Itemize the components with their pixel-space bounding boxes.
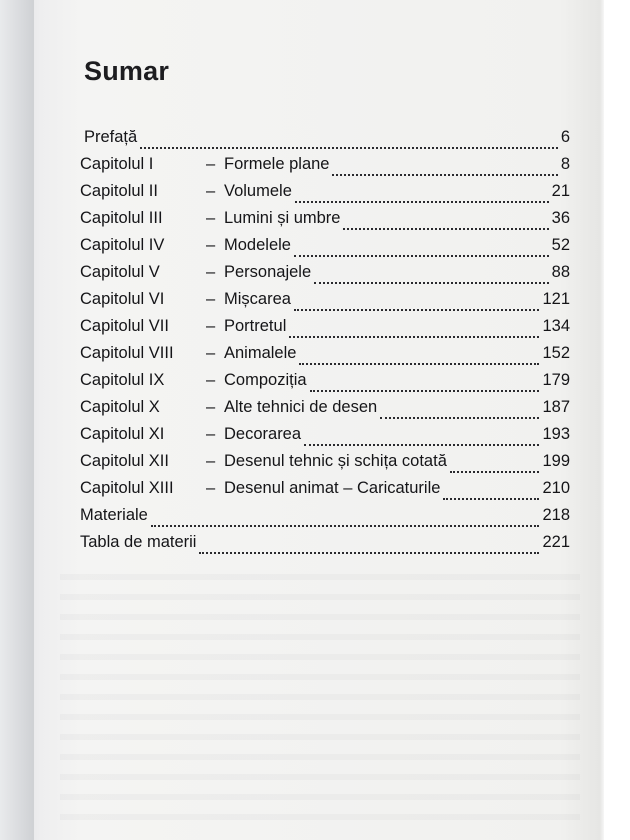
toc-leader xyxy=(443,496,539,500)
toc-row-chapter-8 xyxy=(80,344,570,370)
toc-leader xyxy=(199,550,539,554)
toc-row-chapter-5 xyxy=(80,263,570,289)
toc-page: 134 xyxy=(542,317,570,335)
toc-page: 152 xyxy=(542,344,570,362)
toc-dash: – xyxy=(206,452,216,470)
toc-leader xyxy=(304,442,539,446)
toc-title: Mișcarea xyxy=(224,290,291,308)
toc-leader xyxy=(380,415,539,419)
toc-chapter: Capitolul VI xyxy=(80,290,165,308)
toc-title: Formele plane xyxy=(224,155,330,173)
toc-dash: – xyxy=(206,263,216,281)
toc-title: Alte tehnici de desen xyxy=(224,398,378,416)
toc-leader xyxy=(299,361,539,365)
toc-page: 21 xyxy=(551,182,570,200)
toc-row-chapter-4 xyxy=(80,236,570,262)
toc-chapter: Capitolul IX xyxy=(80,371,165,389)
toc-chapter: Capitolul XIII xyxy=(80,479,174,497)
toc-chapter: Capitolul III xyxy=(80,209,163,227)
page-binding-shadow xyxy=(0,0,34,840)
page-edge xyxy=(604,0,630,840)
toc-chapter: Capitolul XII xyxy=(80,452,169,470)
toc-dash: – xyxy=(206,290,216,308)
toc-row-prefata xyxy=(80,128,570,154)
toc-leader xyxy=(294,307,540,311)
toc-row-tabla-de-materii xyxy=(80,533,570,559)
toc-page: 193 xyxy=(542,425,570,443)
toc-row-chapter-6 xyxy=(80,290,570,316)
toc-chapter: Capitolul II xyxy=(80,182,158,200)
toc-chapter: Capitolul V xyxy=(80,263,160,281)
toc-dash: – xyxy=(206,425,216,443)
toc-title: Tabla de materii xyxy=(80,533,197,551)
toc-page: 221 xyxy=(542,533,570,551)
toc-row-chapter-7 xyxy=(80,317,570,343)
toc-page: 88 xyxy=(551,263,570,281)
toc-row-chapter-12 xyxy=(80,452,570,478)
toc-title: Personajele xyxy=(224,263,312,281)
toc-row-chapter-9 xyxy=(80,371,570,397)
toc-row-chapter-3 xyxy=(80,209,570,235)
toc-leader xyxy=(295,199,549,203)
toc-title: Prefață xyxy=(84,128,138,146)
toc-title: Modelele xyxy=(224,236,291,254)
toc-dash: – xyxy=(206,479,216,497)
toc-chapter: Capitolul VII xyxy=(80,317,169,335)
toc-row-chapter-10 xyxy=(80,398,570,424)
toc-dash: – xyxy=(206,155,216,173)
toc-chapter: Capitolul XI xyxy=(80,425,165,443)
toc-dash: – xyxy=(206,371,216,389)
toc-leader xyxy=(450,469,540,473)
toc-leader xyxy=(294,253,549,257)
toc-row-chapter-13 xyxy=(80,479,570,505)
toc-dash: – xyxy=(206,344,216,362)
toc-page: 199 xyxy=(542,452,570,470)
toc-leader xyxy=(332,172,557,176)
toc-page: 210 xyxy=(542,479,570,497)
toc-row-materiale xyxy=(80,506,570,532)
toc-title: Desenul tehnic și schița cotată xyxy=(224,452,447,470)
toc-title: Materiale xyxy=(80,506,148,524)
toc-dash: – xyxy=(206,209,216,227)
show-through-text xyxy=(60,560,580,820)
toc-page: 8 xyxy=(560,155,570,173)
toc-page: 179 xyxy=(542,371,570,389)
toc-page: 218 xyxy=(542,506,570,524)
page-title: Sumar xyxy=(84,56,170,86)
toc-chapter: Capitolul IV xyxy=(80,236,165,254)
toc-title: Animalele xyxy=(224,344,297,362)
toc-title: Decorarea xyxy=(224,425,302,443)
toc-page: 52 xyxy=(551,236,570,254)
toc-page: 187 xyxy=(542,398,570,416)
toc-chapter: Capitolul I xyxy=(80,155,154,173)
toc-title: Compoziția xyxy=(224,371,307,389)
toc-leader xyxy=(289,334,539,338)
toc-dash: – xyxy=(206,182,216,200)
toc-title: Desenul animat – Caricaturile xyxy=(224,479,441,497)
toc-leader xyxy=(310,388,540,392)
toc-page: 6 xyxy=(560,128,570,146)
toc-dash: – xyxy=(206,317,216,335)
toc-leader xyxy=(343,226,548,230)
toc-leader xyxy=(140,145,558,149)
toc-dash: – xyxy=(206,236,216,254)
toc-title: Lumini și umbre xyxy=(224,209,341,227)
toc-chapter: Capitolul X xyxy=(80,398,160,416)
toc-leader xyxy=(151,523,540,527)
toc-title: Portretul xyxy=(224,317,287,335)
toc-title: Volumele xyxy=(224,182,292,200)
toc-page: 121 xyxy=(542,290,570,308)
toc-dash: – xyxy=(206,398,216,416)
toc-leader xyxy=(314,280,549,284)
toc-chapter: Capitolul VIII xyxy=(80,344,174,362)
toc-page: 36 xyxy=(551,209,570,227)
toc-row-chapter-11 xyxy=(80,425,570,451)
toc-row-chapter-1 xyxy=(80,155,570,181)
toc-row-chapter-2 xyxy=(80,182,570,208)
